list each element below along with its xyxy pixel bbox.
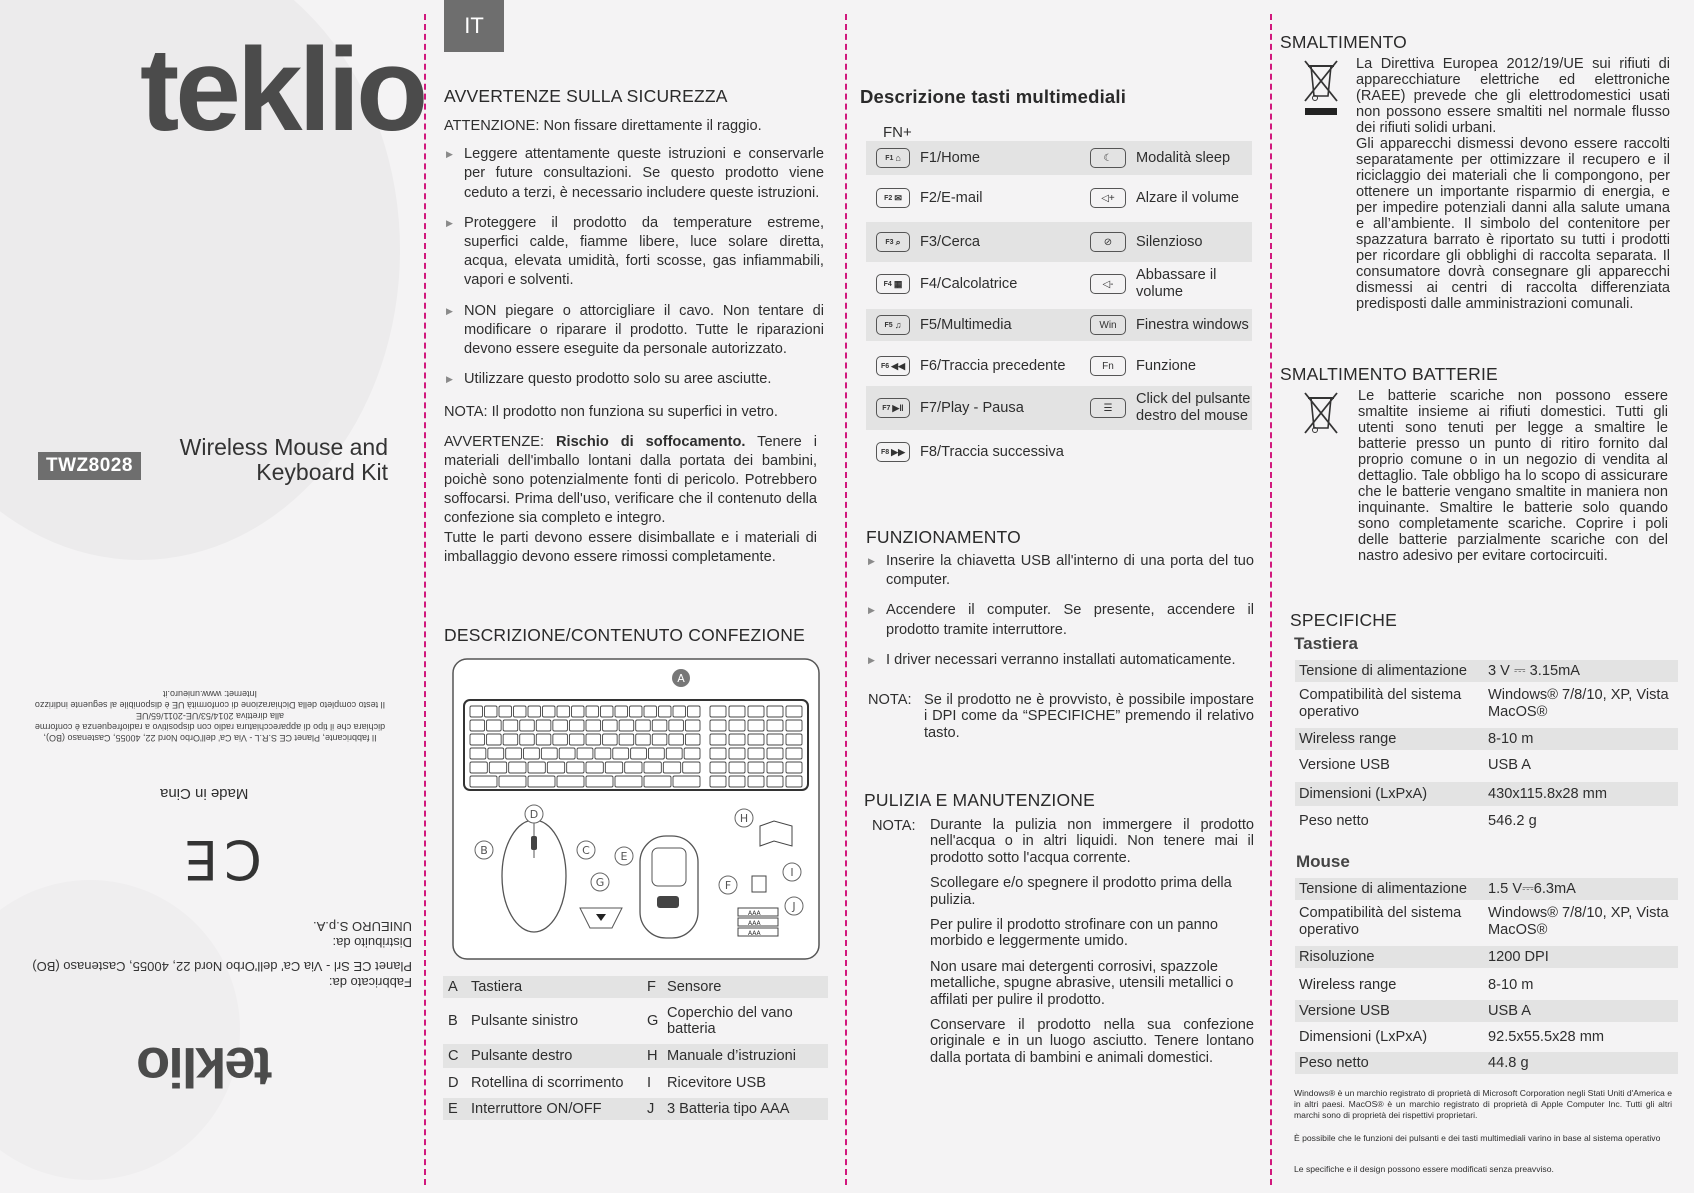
keyboard-specs-title: Tastiera [1294, 634, 1358, 653]
callout-letter: A [677, 672, 685, 685]
product-title-line1: Wireless Mouse and [179, 434, 388, 460]
key-function: Click del pulsante destro del mouse [1136, 391, 1251, 424]
os-note: È possibile che le funzioni dei pulsanti e dei tasti multimediali varino in base al sistema operativo [1294, 1133, 1661, 1143]
contents-row [443, 1002, 828, 1040]
moon-icon: ☾ [1090, 148, 1126, 168]
home-icon [876, 148, 910, 168]
windows-key-icon: Win [1090, 315, 1126, 335]
declaration-line: Internet: www.unieuro.it [162, 689, 258, 699]
callout-b [475, 841, 493, 859]
multimedia-row [866, 267, 1252, 301]
fn-key-icon: Fn [1090, 356, 1126, 376]
spec-row [1295, 878, 1678, 900]
calculator-icon [876, 274, 910, 294]
contents-title: DESCRIZIONE/CONTENUTO CONFEZIONE [444, 625, 805, 645]
item-letter: H [647, 1048, 658, 1064]
warning-label: AVVERTENZE: [444, 433, 545, 450]
item-name: Manuale d’istruzioni [667, 1048, 796, 1064]
battery-disposal-text: Le batterie scariche non possono essere smaltite insieme ai rifiuti domestici. Tutti gli utenti sono tenuti per legge a smaltire le batterie presso un punto di ritiro fornito dal proprio comune o in un negozio di vendita al dettaglio. Tale obbligo ha lo scopo di assicurare che le batterie vengano smaltite in maniera non inquinante. Smaltire le batterie solo quando sono completamente scariche. Coprire i poli delle batterie parzialmente scariche con del nastro adesivo per evitare cortocircuiti. [1358, 388, 1668, 564]
spec-row [1295, 1026, 1678, 1048]
spec-key: Tensione di alimentazione [1299, 662, 1467, 679]
fn-label: FN+ [883, 124, 912, 141]
callout-d [525, 805, 543, 823]
spec-value: Windows® 7/8/10, XP, Vista MacOS® [1488, 687, 1669, 720]
spec-row [1295, 684, 1678, 724]
safety-bullet: ▶ NON piegare o attorcigliare il cavo. Non tentare di modificare o riparare il prodotto. Tutte le riparazioni devono essere eseguite da personale autorizzato. [444, 302, 824, 360]
item-name: Pulsante destro [471, 1048, 573, 1064]
distributor-label: Distribuito da: [332, 935, 412, 950]
batteries-drawing [738, 908, 778, 937]
spec-value: 1.5 V⎓6.3mA [1488, 880, 1576, 897]
attention-line [444, 117, 824, 136]
callout-h [735, 809, 753, 827]
safety-bullet: ▶ Proteggere il prodotto da temperature estreme, superfici calde, fiamme libere, luce solare diretta, acqua, elevata umidità, forti scosse, gas infiammabili, vapori e solventi. [444, 214, 824, 291]
brand-logo: teklio [140, 24, 425, 156]
mail-icon [876, 188, 910, 208]
item-name: Ricevitore USB [667, 1075, 766, 1091]
item-letter: E [448, 1101, 458, 1117]
battery-label: AAA [748, 930, 761, 937]
safety-bullet: ▶ Utilizzare questo prodotto solo su aree asciutte. [444, 370, 824, 389]
callout-letter: I [790, 866, 794, 879]
callout-g [591, 873, 609, 891]
spec-value: USB A [1488, 1002, 1531, 1019]
manufacturer-address: Planet CE Srl - Via Ca' dell'Orbo Nord 22, 40055, Castenaso (BO) [32, 959, 412, 974]
play-pause-icon [876, 398, 910, 418]
fkey-function: F5/Multimedia [920, 316, 1012, 333]
fold-line [424, 14, 426, 1185]
callout-f [719, 876, 737, 894]
note-label: NOTA: [868, 692, 912, 709]
operation-note [866, 692, 1254, 741]
fkey-label: F8 [880, 448, 890, 456]
callout-a [672, 669, 690, 687]
key-function: Finestra windows [1136, 316, 1249, 333]
choking-warning [444, 433, 817, 529]
attention-text: Non fissare direttamente il raggio. [539, 118, 762, 134]
fkey-function: F4/Calcolatrice [920, 275, 1018, 292]
cleaning-paragraph: Conservare il prodotto nella sua confezione originale e in un luogo asciutto. Tenere lontano dalla portata di bambini e animali domestici. [930, 1017, 1254, 1066]
spec-key: Versione USB [1299, 756, 1390, 773]
fkey-function: F3/Cerca [920, 233, 981, 250]
callout-letter: B [480, 844, 488, 857]
safety-section [444, 86, 824, 567]
ce-mark: CE [178, 828, 262, 891]
fkey-function: F6/Traccia precedente [920, 357, 1066, 374]
cleaning-paragraph: Per pulire il prodotto strofinare con un panno morbido e leggermente umido. [930, 917, 1218, 950]
cleaning-paragraph: Durante la pulizia non immergere il prodotto nell'acqua o in altri liquidi. Non tenere mai il prodotto sotto l'acqua corrente. [930, 817, 1254, 866]
distributor-name: UNIEURO S.p.A. [313, 919, 412, 934]
callout-letter: G [595, 876, 605, 889]
cleaning-title: PULIZIA E MANUTENZIONE [864, 790, 1095, 810]
contents-row [443, 1072, 828, 1094]
fkey-label: F5 [884, 321, 893, 329]
callout-letter: H [739, 812, 749, 825]
spec-row [1295, 754, 1678, 776]
key-function: Alzare il volume [1136, 189, 1240, 206]
spec-row [1295, 902, 1678, 942]
declaration-line: dichiara che il tipo di apparecchiatura radio con dispositivo a radiofrequenza è conforme [34, 722, 386, 732]
spec-row [1295, 782, 1678, 806]
callout-c [577, 841, 595, 859]
item-letter: B [448, 1013, 458, 1029]
note-label: NOTA: [444, 404, 488, 421]
spec-key: Dimensioni (LxPxA) [1299, 785, 1428, 802]
multimedia-row [866, 346, 1252, 386]
package-illustration [452, 658, 820, 960]
manufacturer-block [12, 918, 412, 990]
menu-key-icon: ☰ [1090, 398, 1126, 418]
key-function: Funzione [1136, 357, 1197, 374]
callout-j [785, 897, 803, 915]
crossed-bin-icon [1302, 390, 1340, 438]
safety-title: AVVERTENZE SULLA SICUREZZA [444, 86, 728, 106]
cleaning-paragraph: Non usare mai detergenti corrosivi, spazzole metalliche, spugne abrasive, utensili metallici o affilati per pulire il prodotto. [930, 958, 1234, 1008]
spec-value: USB A [1488, 756, 1531, 773]
mouse-bottom-drawing [640, 836, 698, 938]
multimedia-row [866, 309, 1252, 341]
callout-letter: D [529, 808, 539, 821]
fkey-glyph: ♫ [894, 320, 902, 330]
disposal-title: SMALTIMENTO [1280, 32, 1407, 52]
item-name: Pulsante sinistro [471, 1013, 579, 1029]
multimedia-row [866, 386, 1252, 430]
next-track-icon [876, 442, 910, 462]
fkey-label: F7 [882, 404, 891, 412]
warning-text: Tenere i materiali dell'imballo lontani dalla portata dei bambini, poichè sono potenzialmente fonti di pericolo. Potrebbero soffocarsi. Prima dell'uso, verificare che il contenuto della confezione sia completo e integro. [444, 433, 817, 527]
spec-value: 8-10 m [1488, 976, 1534, 993]
operation-bullet: ▶ I driver necessari verranno installati automaticamente. [866, 651, 1254, 670]
fkey-function: F8/Traccia successiva [920, 443, 1064, 460]
battery-label: AAA [748, 910, 761, 917]
item-name: Rotellina di scorrimento [471, 1075, 624, 1091]
spec-value: 92.5x55.5x28 mm [1488, 1028, 1605, 1045]
music-icon [876, 315, 910, 335]
fkey-glyph: ▶▶ [891, 446, 905, 457]
note-text: Se il prodotto ne è provvisto, è possibile impostare i DPI come da “SPECIFICHE” premendo il relativo tasto. [924, 692, 1254, 741]
fkey-glyph: ◀◀ [891, 360, 905, 371]
mute-icon: ⊘ [1090, 232, 1126, 252]
spec-value: 430x115.8x28 mm [1488, 785, 1607, 802]
callout-letter: C [582, 844, 590, 857]
item-letter: A [448, 979, 458, 995]
callout-e [615, 847, 633, 865]
fkey-function: F2/E-mail [920, 189, 983, 206]
declaration-line: alla direttiva 2014/53/UE-2011/65/UE [136, 711, 284, 721]
fkey-glyph: ▦ [893, 278, 903, 289]
spec-row [1295, 810, 1678, 832]
multimedia-row [866, 181, 1252, 215]
warning-bold: Rischio di soffocamento. [544, 433, 746, 450]
declaration-line: Il fabbricante, Planet CE S.R.L - Via Ca' dell'Orbo Nord 22, 40055, Castenaso (BO), [43, 733, 377, 743]
callout-i [783, 863, 801, 881]
battery-label: AAA [748, 920, 761, 927]
item-name: 3 Batteria tipo AAA [667, 1101, 790, 1117]
callout-letter: F [724, 879, 732, 892]
item-name: Sensore [667, 979, 722, 995]
unpack-text: Tutte le parti devono essere disimballate e i materiali di imballaggio devono essere rimossi completamente. [444, 529, 817, 565]
spec-key: Peso netto [1299, 812, 1369, 829]
keyboard-drawing [464, 700, 808, 790]
spec-row [1295, 974, 1678, 996]
attention-label: ATTENZIONE: [444, 118, 540, 134]
spec-row [1295, 1000, 1678, 1022]
spec-value: 1200 DPI [1488, 948, 1549, 965]
item-letter: I [647, 1075, 652, 1091]
fkey-label: F6 [880, 362, 890, 370]
fkey-label: F2 [884, 194, 893, 202]
disposal-text-2: Gli apparecchi dismessi devono essere raccolti separatamente per ottimizzare il recupero e il riciclaggio dei materiali che li compongono, per ottenere un importante risparmio di energia, e per impedire potenziali danni alla salute umana e all’ambiente. Il simbolo del contenitore per spazzatura barrato è riportato su tutti i prodotti per ricordare gli obblighi di raccolta separata. Il consumatore dovrà consegnare gli apparecchi dismessi ai centri di raccolta differenziata predisposti dalle amministrazioni comunali. [1356, 136, 1670, 312]
multimedia-title: Descrizione tasti multimediali [860, 86, 1127, 107]
spec-key: Dimensioni (LxPxA) [1299, 1028, 1428, 1045]
fkey-glyph: ▶‖ [892, 402, 904, 413]
spec-key: Wireless range [1299, 976, 1397, 993]
safety-bullet: ▶ Leggere attentamente queste istruzioni e conservarle per future consultazioni. Se questo prodotto viene ceduto a terzi, è necessario includere queste istruzioni. [444, 145, 824, 203]
fkey-function: F1/Home [920, 149, 981, 166]
item-letter: D [448, 1075, 459, 1091]
fkey-glyph: ⌕ [895, 236, 901, 247]
key-function: Silenzioso [1136, 233, 1203, 250]
item-letter: F [647, 979, 656, 995]
spec-value: 8-10 m [1488, 730, 1534, 747]
made-in-label: Made in Cina [160, 785, 249, 802]
conformity-declaration [10, 688, 410, 743]
note-label: NOTA: [872, 818, 916, 834]
volume-down-icon: ◁- [1090, 274, 1126, 294]
item-letter: G [647, 1013, 659, 1029]
fkey-glyph: ✉ [894, 192, 902, 203]
contents-row [443, 976, 828, 998]
spec-key: Compatibilità del sistema operativo [1299, 905, 1462, 938]
operation-bullet: ▶ Inserire la chiavetta USB all'interno di una porta del tuo computer. [866, 552, 1254, 590]
manufacturer-label: Fabbricato da: [328, 975, 412, 990]
search-icon [876, 232, 910, 252]
cleaning-section [864, 790, 1254, 1066]
disposal-text: La Direttiva Europea 2012/19/UE sui rifiuti di apparecchiature elettriche ed elettroniche (RAEE) prevede che gli elettrodomestici usati non possono essere smaltiti nel normale flusso dei rifiuti solidi urbani. [1356, 56, 1670, 136]
spec-key: Tensione di alimentazione [1299, 880, 1467, 897]
item-name: Tastiera [471, 979, 523, 995]
spec-row [1295, 660, 1678, 682]
product-title [150, 435, 388, 485]
multimedia-row [866, 222, 1252, 262]
spec-row [1295, 1052, 1678, 1074]
fold-line [1270, 14, 1272, 1185]
callout-letter: J [792, 900, 796, 913]
fkey-label: F4 [883, 280, 892, 288]
volume-up-icon: ◁+ [1090, 188, 1126, 208]
spec-value: 44.8 g [1488, 1054, 1529, 1071]
key-function: Abbassare il volume [1136, 267, 1217, 300]
fold-line [845, 14, 847, 1185]
multimedia-row [866, 432, 1252, 472]
model-code: TWZ8028 [38, 452, 141, 480]
callout-letter: E [620, 850, 628, 863]
product-title-line2: Keyboard Kit [256, 459, 388, 485]
usb-receiver-drawing [752, 876, 766, 892]
spec-key: Peso netto [1299, 1054, 1369, 1071]
note-text: Il prodotto non funziona su superfici in vetro. [487, 404, 778, 421]
previous-track-icon [876, 356, 910, 376]
safety-note [444, 403, 824, 422]
spec-value: 3 V ⎓ 3.15mA [1488, 662, 1580, 679]
brand-logo-inverted: teklio [138, 1036, 273, 1099]
item-letter: C [448, 1048, 459, 1064]
crossed-bin-icon [1302, 58, 1340, 116]
fkey-label: F1 [885, 154, 894, 162]
spec-key: Versione USB [1299, 1002, 1390, 1019]
language-tab: IT [444, 0, 504, 52]
spec-value: Windows® 7/8/10, XP, Vista MacOS® [1488, 905, 1669, 938]
item-name: Coperchio del vano batteria [667, 1005, 793, 1037]
operation-bullet: ▶ Accendere il computer. Se presente, accendere il prodotto tramite interruttore. [866, 601, 1254, 639]
spec-key: Wireless range [1299, 730, 1397, 747]
battery-disposal-title: SMALTIMENTO BATTERIE [1280, 364, 1498, 384]
multimedia-row [866, 141, 1252, 175]
key-function: Modalità sleep [1136, 149, 1231, 166]
fkey-function: F7/Play - Pausa [920, 399, 1024, 416]
spec-row [1295, 946, 1678, 968]
design-note: Le specifiche e il design possono essere modificati senza preavviso. [1294, 1164, 1554, 1174]
specs-title: SPECIFICHE [1290, 610, 1398, 630]
contents-row [443, 1098, 828, 1120]
cleaning-paragraph: Scollegare e/o spegnere il prodotto prima della pulizia. [930, 875, 1232, 908]
item-letter: J [647, 1101, 655, 1117]
item-name: Interruttore ON/OFF [471, 1101, 602, 1117]
spec-value: 546.2 g [1488, 812, 1537, 829]
operation-section [866, 527, 1254, 741]
declaration-line: Il testo completo della Dichiarazione di conformità UE è disponibile al seguente indirizzo [34, 700, 386, 710]
spec-key: Compatibilità del sistema operativo [1299, 687, 1462, 720]
mouse-specs-title: Mouse [1296, 852, 1350, 871]
spec-key: Risoluzione [1299, 948, 1375, 965]
trademark-note: Windows® è un marchio registrato di proprietà di Microsoft Corporation negli Stati Uniti d'America e in altri paesi. MacOS® è un marchio registrato di proprietà di Apple Computer Inc. Tutti gli altri marchi sono di proprietà dei rispettivi proprietari. [1294, 1088, 1672, 1120]
contents-row [443, 1044, 828, 1068]
fkey-label: F3 [885, 238, 894, 246]
fkey-glyph: ⌂ [895, 153, 901, 163]
spec-row [1295, 728, 1678, 750]
operation-title: FUNZIONAMENTO [866, 527, 1021, 547]
